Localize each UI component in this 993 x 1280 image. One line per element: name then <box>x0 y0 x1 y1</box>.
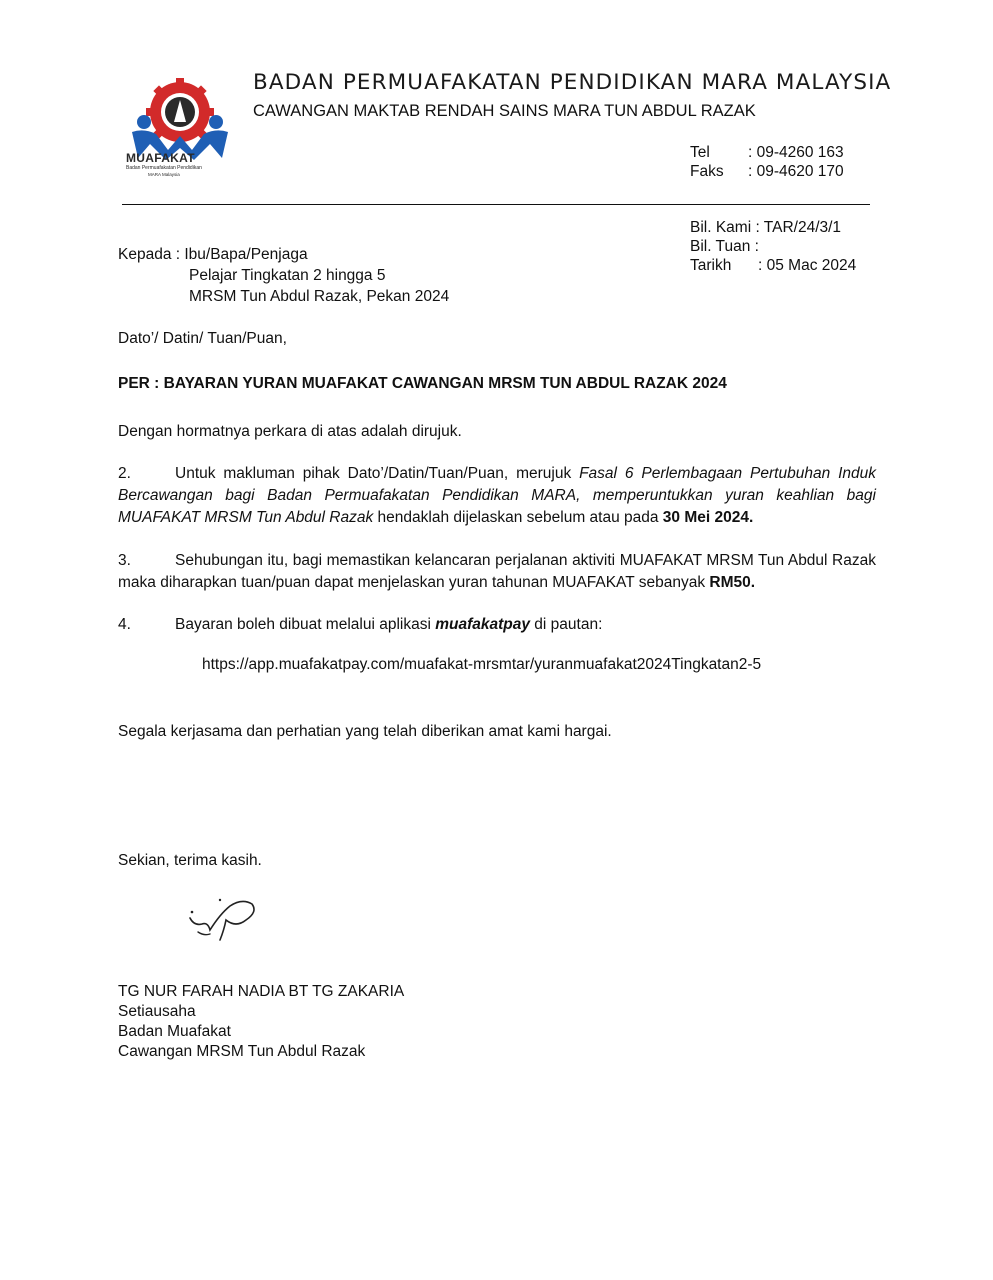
signatory-branch: Cawangan MRSM Tun Abdul Razak <box>118 1043 366 1060</box>
recipient-line-2: Pelajar Tingkatan 2 hingga 5 <box>189 267 386 284</box>
letter-subject: PER : BAYARAN YURAN MUAFAKAT CAWANGAN MRSM TUN ABDUL RAZAK 2024 <box>118 375 727 392</box>
paragraph-1: Dengan hormatnya perkara di atas adalah dirujuk. <box>118 423 462 440</box>
paragraph-2 <box>118 463 876 529</box>
tel-value: : 09-4260 163 <box>748 144 844 161</box>
paragraph-3-amount: RM50. <box>709 574 756 591</box>
paragraph-2-deadline: 30 Mei 2024. <box>662 509 754 526</box>
signatory-title: Setiausaha <box>118 1003 196 1020</box>
fax-label: Faks <box>690 163 724 180</box>
recipient-line-3: MRSM Tun Abdul Razak, Pekan 2024 <box>189 288 450 305</box>
paragraph-4-app-name: muafakatpay <box>435 616 530 633</box>
paragraph-3-number: 3. <box>118 552 131 569</box>
logo-name: MUAFAKAT <box>126 151 195 165</box>
branch-title: CAWANGAN MAKTAB RENDAH SAINS MARA TUN ABDUL RAZAK <box>253 102 756 120</box>
recipient-line-1: Kepada : Ibu/Bapa/Penjaga <box>118 246 308 263</box>
logo-tagline: Badan Permuafakatan Pendidikan <box>126 165 202 171</box>
paragraph-3-text: Sehubungan itu, bagi memastikan kelancaran perjalanan aktiviti MUAFAKAT MRSM Tun Abdul Razak maka diharapkan tuan/puan dapat menjelaskan yuran tahunan MUAFAKAT sebanyak <box>118 552 876 591</box>
reference-block <box>690 218 856 275</box>
paragraph-4-text-c: di pautan: <box>529 616 603 633</box>
closing-note: Segala kerjasama dan perhatian yang telah diberikan amat kami hargai. <box>118 723 612 740</box>
paragraph-3 <box>118 550 876 594</box>
paragraph-4 <box>118 614 876 636</box>
signatory-block <box>118 982 404 1062</box>
paragraph-2-text-italic: Fasal 6 Perlembagaan Pertubuhan Induk Bercawangan bagi Badan Permuafakatan Pendidikan MARA, memperuntukkan yuran keahlian bagi MUAFAKAT MRSM Tun Abdul Razak <box>118 465 876 526</box>
gear-icon <box>146 78 214 142</box>
paragraph-4-number: 4. <box>118 616 131 633</box>
paragraph-4-text-a: Bayaran boleh dibuat melalui aplikasi <box>175 616 436 633</box>
closing: Sekian, terima kasih. <box>118 852 262 869</box>
recipient-block <box>118 244 449 307</box>
tel-label: Tel <box>690 144 710 161</box>
your-reference: Bil. Tuan : <box>690 238 759 255</box>
date-value: : 05 Mac 2024 <box>758 257 857 274</box>
muafakat-logo <box>124 78 234 178</box>
paragraph-2-text-c: hendaklah dijelaskan sebelum atau pada <box>373 509 663 526</box>
fax-row <box>690 162 844 181</box>
signatory-name: TG NUR FARAH NADIA BT TG ZAKARIA <box>118 983 405 1000</box>
paragraph-2-text-a: Untuk makluman pihak Dato’/Datin/Tuan/Puan, merujuk <box>175 465 580 482</box>
paragraph-2-number: 2. <box>118 465 131 482</box>
salutation: Dato’/ Datin/ Tuan/Puan, <box>118 330 287 347</box>
tel-row <box>690 143 844 162</box>
logo-subtagline: MARA Malaysia <box>148 172 180 177</box>
organization-title: BADAN PERMUAFAKATAN PENDIDIKAN MARA MALAYSIA <box>253 70 892 95</box>
header-divider <box>122 204 870 205</box>
our-reference: Bil. Kami : TAR/24/3/1 <box>690 219 842 236</box>
signatory-organization: Badan Muafakat <box>118 1023 231 1040</box>
signature-image <box>180 890 270 950</box>
fax-value: : 09-4620 170 <box>748 163 844 180</box>
contact-block <box>690 143 844 181</box>
payment-link[interactable]: https://app.muafakatpay.com/muafakat-mrsmtar/yuranmuafakat2024Tingkatan2-5 <box>202 656 762 673</box>
date-label: Tarikh <box>690 257 732 274</box>
